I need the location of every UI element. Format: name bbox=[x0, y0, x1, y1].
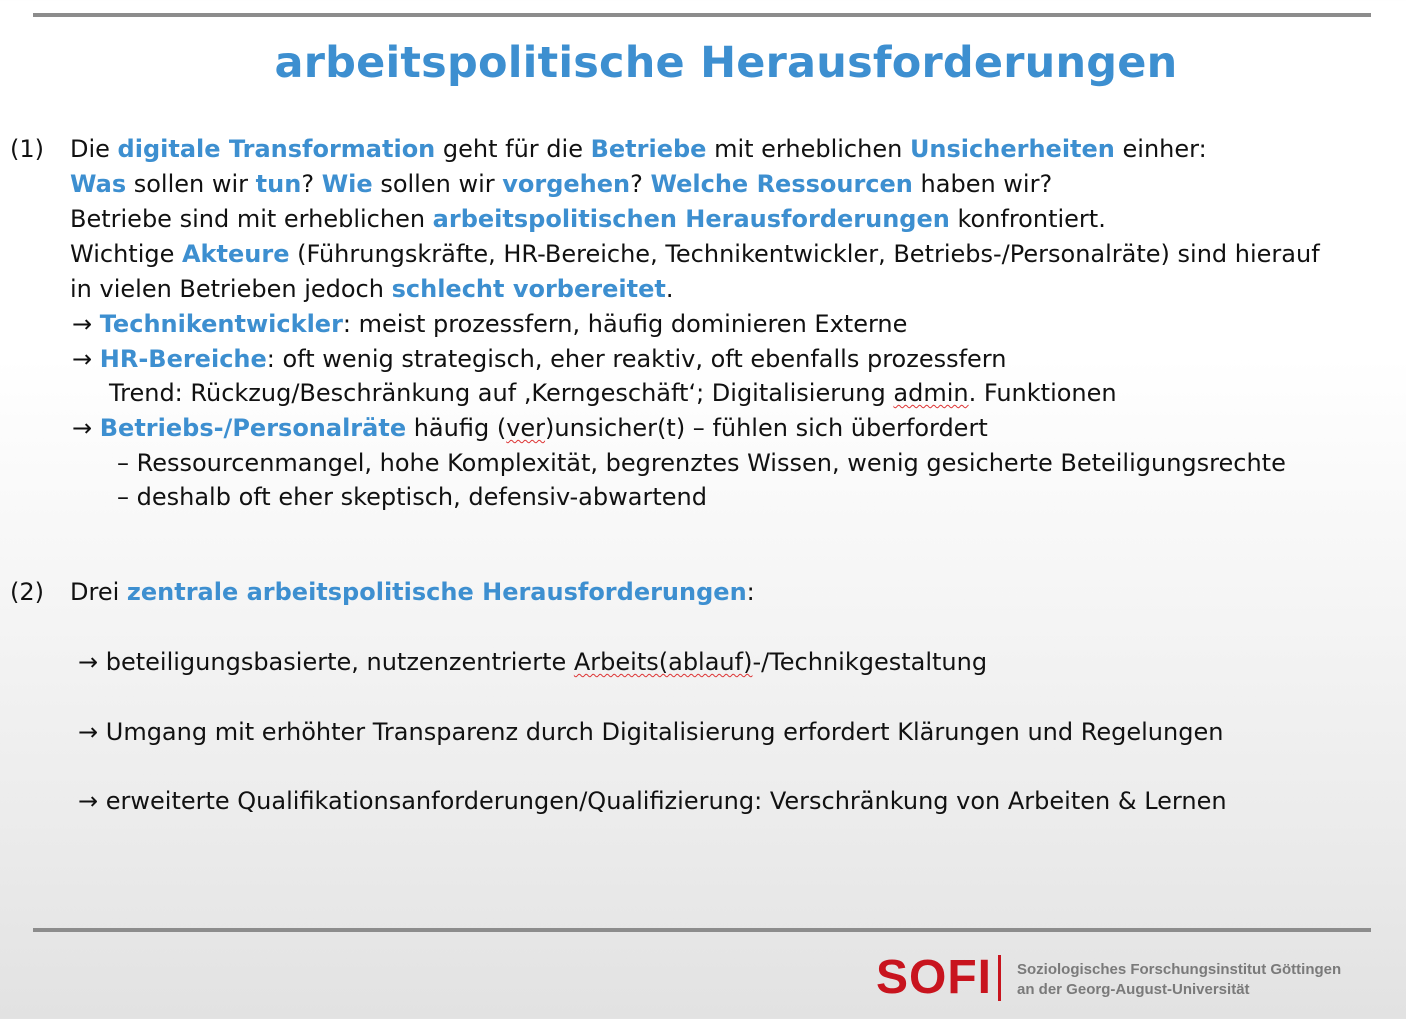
arrow-icon: → bbox=[78, 648, 106, 676]
keyword: Betriebs-/Personalräte bbox=[99, 414, 407, 442]
arrow-icon: → bbox=[72, 310, 100, 338]
keyword: Technikentwickler bbox=[99, 310, 343, 338]
keyword: HR-Bereiche bbox=[99, 345, 267, 373]
s1-dash-item-2: – deshalb oft eher skeptisch, defensiv-abwartend bbox=[117, 483, 707, 511]
keyword: tun bbox=[255, 170, 302, 198]
arrow-icon: → bbox=[72, 414, 100, 442]
top-divider bbox=[33, 13, 1371, 17]
keyword: Was bbox=[70, 170, 127, 198]
keyword: schlecht vorbereitet bbox=[391, 275, 666, 303]
keyword: zentrale arbeitspolitische Herausforderungen bbox=[126, 578, 747, 606]
s1-line-3: Betriebe sind mit erheblichen arbeitspolitischen Herausforderungen konfrontiert. bbox=[70, 205, 1106, 233]
bottom-divider bbox=[33, 928, 1371, 932]
section-2-number: (2) bbox=[10, 578, 44, 606]
arrow-icon: → bbox=[78, 787, 106, 815]
s2-intro: Drei zentrale arbeitspolitische Herausforderungen: bbox=[70, 578, 755, 606]
keyword: digitale Transformation bbox=[117, 135, 436, 163]
s1-trend-line: Trend: Rückzug/Beschränkung auf ‚Kerngeschäft‘; Digitalisierung admin. Funktionen bbox=[109, 379, 1117, 407]
s1-dash-item-1: – Ressourcenmangel, hohe Komplexität, begrenztes Wissen, wenig gesicherte Beteiligungsrechte bbox=[117, 449, 1286, 477]
institute-name: Soziologisches Forschungsinstitut Göttingen bbox=[1017, 961, 1342, 978]
keyword: vorgehen bbox=[502, 170, 631, 198]
logo-separator bbox=[998, 955, 1001, 1001]
keyword: arbeitspolitischen Herausforderungen bbox=[432, 205, 950, 233]
keyword: Wie bbox=[321, 170, 373, 198]
section-1-number: (1) bbox=[10, 135, 44, 163]
sofi-logo: SOFI bbox=[876, 951, 993, 1004]
s2-point-1: → beteiligungsbasierte, nutzenzentrierte Arbeits(ablauf)-/Technikgestaltung bbox=[78, 648, 988, 676]
s1-bullet-hr: → HR-Bereiche: oft wenig strategisch, eher reaktiv, oft ebenfalls prozessfern bbox=[72, 345, 1007, 373]
s1-bullet-betriebsraete: → Betriebs-/Personalräte häufig (ver)unsicher(t) – fühlen sich überfordert bbox=[72, 414, 988, 442]
s1-line-1: Die digitale Transformation geht für die Betriebe mit erheblichen Unsicherheiten einher: bbox=[70, 135, 1207, 163]
slide-title: arbeitspolitische Herausforderungen bbox=[274, 38, 1178, 88]
arrow-icon: → bbox=[78, 718, 106, 746]
s2-point-3: → erweiterte Qualifikationsanforderungen/Qualifizierung: Verschränkung von Arbeiten & Lernen bbox=[78, 787, 1227, 815]
keyword: Akteure bbox=[181, 240, 290, 268]
s2-point-2: → Umgang mit erhöhter Transparenz durch Digitalisierung erfordert Klärungen und Regelungen bbox=[78, 718, 1224, 746]
keyword: Betriebe bbox=[590, 135, 707, 163]
institute-affiliation: an der Georg-August-Universität bbox=[1017, 981, 1250, 998]
arrow-icon: → bbox=[72, 345, 100, 373]
s1-bullet-technikentwickler: → Technikentwickler: meist prozessfern, häufig dominieren Externe bbox=[72, 310, 908, 338]
s1-line-2: Was sollen wir tun? Wie sollen wir vorgehen? Welche Ressourcen haben wir? bbox=[70, 170, 1053, 198]
s1-line-5: in vielen Betrieben jedoch schlecht vorbereitet. bbox=[70, 275, 674, 303]
keyword: Unsicherheiten bbox=[909, 135, 1115, 163]
s1-line-4: Wichtige Akteure (Führungskräfte, HR-Bereiche, Technikentwickler, Betriebs-/Personalräte) sind hierauf bbox=[70, 240, 1320, 268]
keyword: Welche Ressourcen bbox=[650, 170, 913, 198]
